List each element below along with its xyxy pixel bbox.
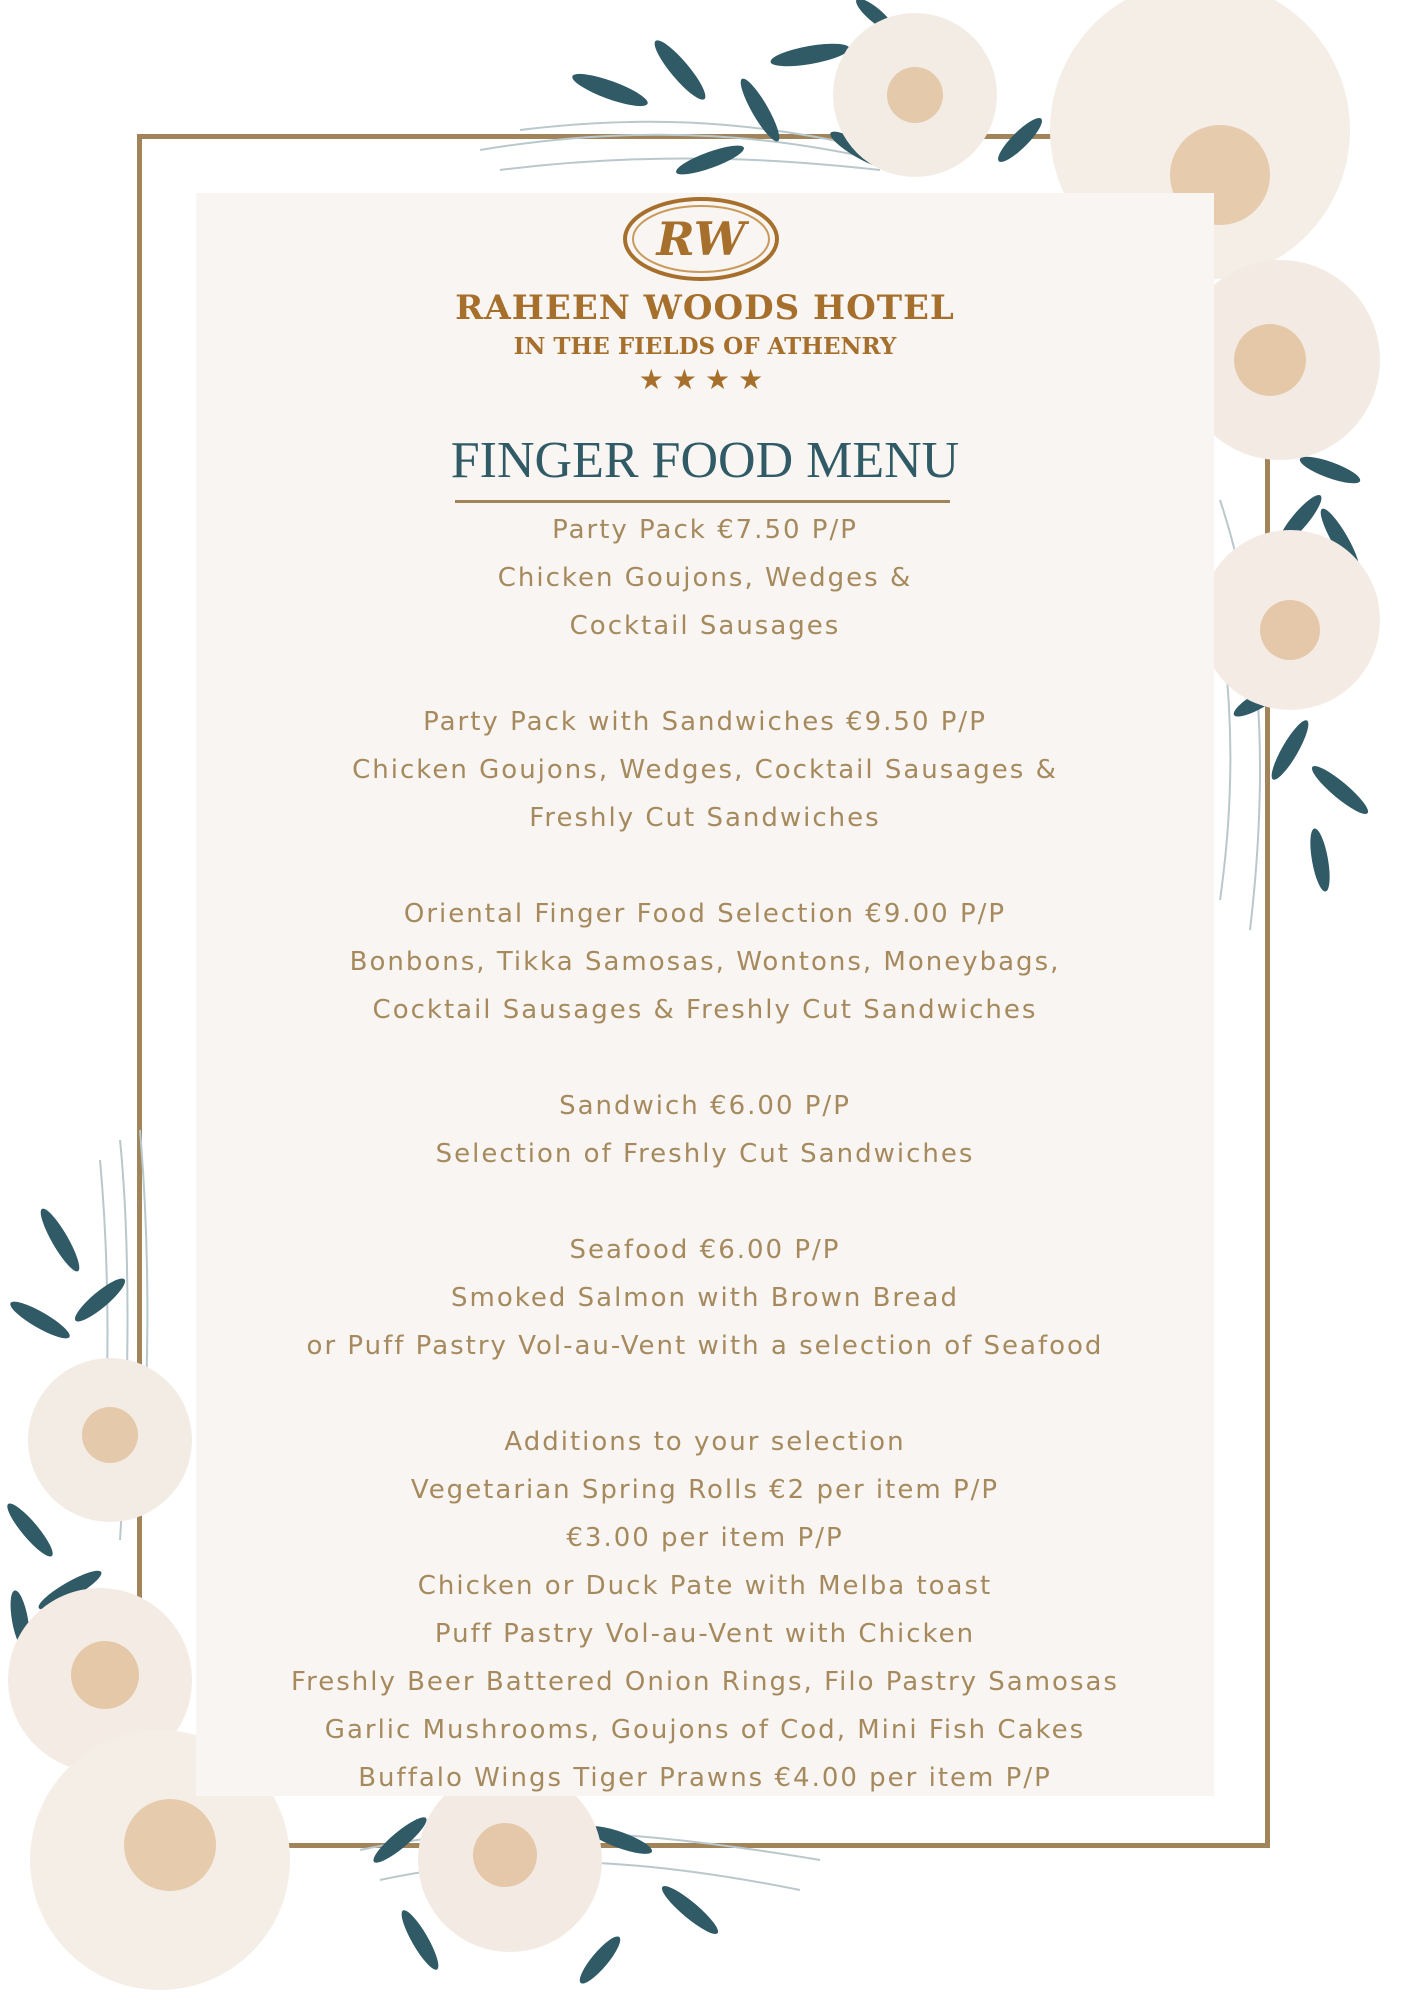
- menu-line: Seafood €6.00 P/P: [569, 1235, 841, 1265]
- menu-section-seafood: [196, 1226, 1214, 1370]
- menu-line: Party Pack €7.50 P/P: [552, 515, 858, 545]
- menu-line: Bonbons, Tikka Samosas, Wontons, Moneybags,: [349, 947, 1061, 977]
- menu-line: Puff Pastry Vol-au-Vent with Chicken: [434, 1619, 976, 1649]
- title-underline: [455, 500, 950, 503]
- menu-line: Oriental Finger Food Selection €9.00 P/P: [403, 899, 1007, 929]
- menu-line: Cocktail Sausages: [569, 611, 841, 641]
- menu-line: Selection of Freshly Cut Sandwiches: [435, 1139, 975, 1169]
- hotel-subtitle: IN THE FIELDS OF ATHENRY: [513, 333, 897, 360]
- menu-line: Chicken Goujons, Wedges &: [497, 563, 913, 593]
- menu-section-additions: [196, 1418, 1214, 1802]
- menu-line: Chicken Goujons, Wedges, Cocktail Sausages &: [352, 755, 1058, 785]
- menu-line: Cocktail Sausages & Freshly Cut Sandwiches: [372, 995, 1038, 1025]
- menu-section-party-pack: [196, 506, 1214, 650]
- menu-line: Additions to your selection: [504, 1427, 906, 1457]
- menu-line: Garlic Mushrooms, Goujons of Cod, Mini Fish Cakes: [324, 1715, 1086, 1745]
- menu-line: Sandwich €6.00 P/P: [559, 1091, 851, 1121]
- menu-line: €3.00 per item P/P: [566, 1523, 844, 1553]
- menu-line: or Puff Pastry Vol-au-Vent with a selection of Seafood: [306, 1331, 1104, 1361]
- menu-line: Freshly Beer Battered Onion Rings, Filo Pastry Samosas: [291, 1667, 1119, 1697]
- menu-line: Freshly Cut Sandwiches: [529, 803, 881, 833]
- menu-line: Buffalo Wings Tiger Prawns €4.00 per item P/P: [358, 1763, 1052, 1793]
- menu-line: Vegetarian Spring Rolls €2 per item P/P: [410, 1475, 1000, 1505]
- menu-title: FINGER FOOD MENU: [450, 432, 960, 489]
- svg-text:RW: RW: [656, 212, 746, 266]
- menu-line: Chicken or Duck Pate with Melba toast: [417, 1571, 993, 1601]
- menu-section-oriental: [196, 890, 1214, 1034]
- hotel-name: RAHEEN WOODS HOTEL: [455, 288, 955, 328]
- star-rating: ★★★★: [638, 363, 772, 396]
- rw-monogram-logo: [621, 193, 781, 285]
- menu-panel: [196, 193, 1214, 1796]
- menu-body: [196, 506, 1214, 1802]
- menu-line: Party Pack with Sandwiches €9.50 P/P: [423, 707, 987, 737]
- menu-section-sandwich: [196, 1082, 1214, 1178]
- menu-section-party-pack-sandwiches: [196, 698, 1214, 842]
- menu-line: Smoked Salmon with Brown Bread: [451, 1283, 959, 1313]
